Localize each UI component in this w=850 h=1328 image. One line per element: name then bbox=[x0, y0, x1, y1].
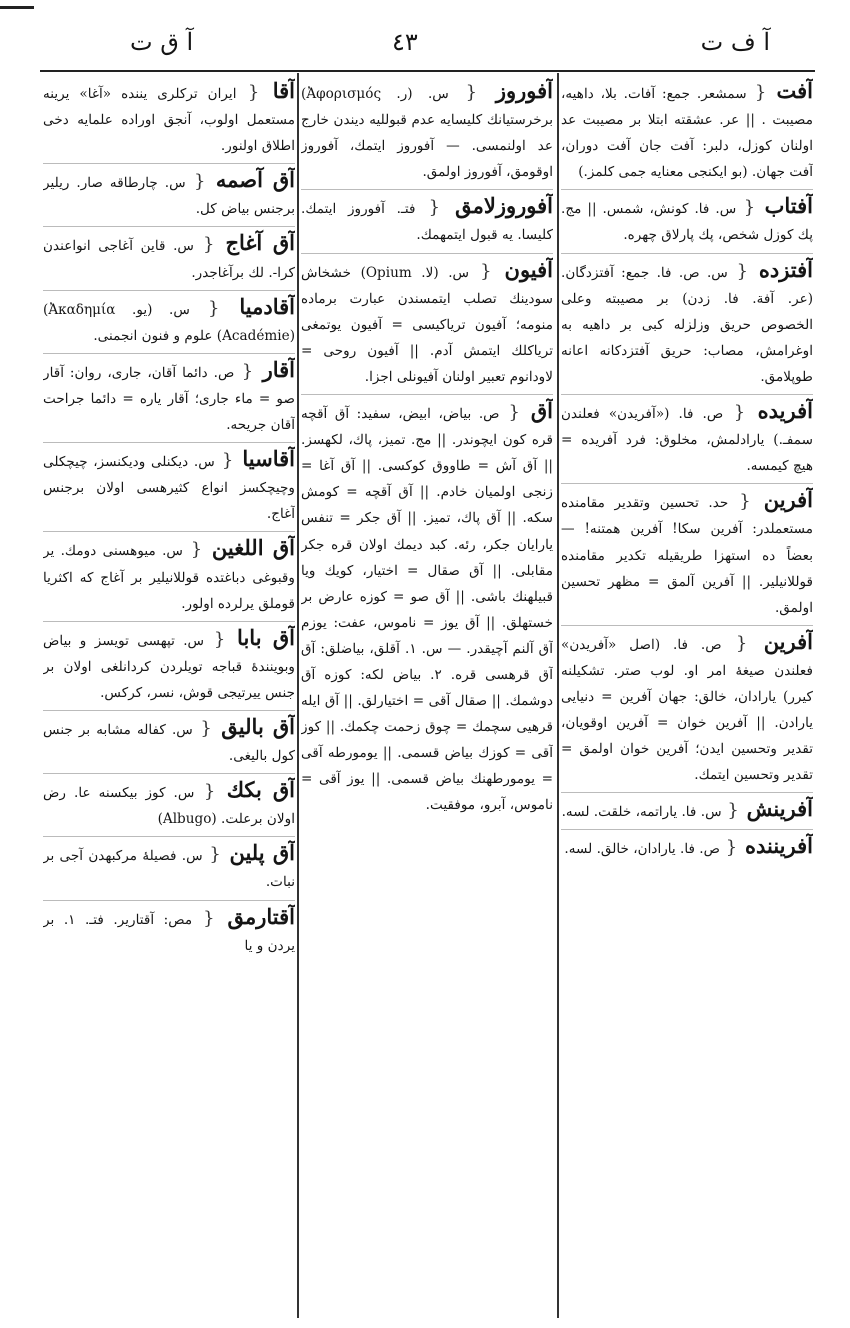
entry-brace: { bbox=[415, 197, 454, 219]
entry-definition: س. (یو. Ἀκαδημία) (Académie) علوم و فنون انجمنی. bbox=[43, 301, 295, 344]
corner-rule bbox=[0, 6, 34, 9]
entry-definition: س. فصیلهٔ مركبهدن آجی بر نبات. bbox=[43, 848, 295, 891]
column-rule-left bbox=[297, 73, 299, 1318]
entry-headword: آفت bbox=[776, 78, 813, 103]
dictionary-entry bbox=[43, 531, 295, 616]
dictionary-entry bbox=[43, 353, 295, 438]
dictionary-entry bbox=[561, 253, 813, 390]
dictionary-entry bbox=[301, 394, 553, 819]
entry-brace: { bbox=[194, 781, 225, 803]
entry-definition: س. فا. كونش، شمس. || مج. پك كوزل شخص، پك پارلاق چهره. bbox=[561, 201, 813, 244]
entry-brace: { bbox=[721, 632, 762, 654]
entry-headword: آفتاب bbox=[764, 193, 813, 219]
dictionary-entry bbox=[43, 442, 295, 527]
column-right bbox=[561, 78, 813, 1318]
entry-headword: آق بالیق bbox=[221, 713, 295, 739]
entry-brace: { bbox=[192, 907, 226, 929]
entry-brace: { bbox=[185, 171, 214, 193]
entry-definition: حد. تحسین وتقدیر مقامنده مستعملدر: آفرین سكا! آفرین همتنه! — بعضاً ده استهزا طریقیله تكدیر مقامنده قوللانیلیر. || آفرین آلمق = مظهر تحسین اولمق. bbox=[561, 495, 813, 616]
entry-brace: { bbox=[192, 717, 220, 739]
dictionary-entry bbox=[43, 226, 295, 285]
entry-brace: { bbox=[746, 82, 775, 103]
entry-brace: { bbox=[202, 844, 228, 866]
entry-definition: س. میوهسنی دومك. یر وقبوغی دباغتده قوللانیلیر بر آغاج كه اكثریا قوملق یرلرده اولور. bbox=[43, 543, 295, 612]
dictionary-entry bbox=[43, 710, 295, 769]
entry-headword: آق پلین bbox=[229, 840, 295, 866]
entry-definition: ص. فا. («آفریدن» فعلندن سمفـ.) یارادلمش، مخلوق: فرد آفریده = هیچ كیمسه. bbox=[561, 406, 813, 475]
entry-brace: { bbox=[469, 260, 503, 282]
entry-headword: آقاسیا bbox=[242, 446, 295, 472]
entry-brace: { bbox=[499, 402, 529, 424]
dictionary-entry bbox=[43, 78, 295, 159]
entry-definition: ص. فا. (اصل «آفریدن» فعلندن صیغهٔ امر او. لوب صتر. تشكیلنه كیرر) یارادان، خالق: جهان آفرین = دنیایی یارادن. || آفرین خوان = آفرین اوقویان، تقدیر وتحسین ایدن؛ آفرین خوان اولمق = تقدیر وتحسین ایتمك. bbox=[561, 636, 813, 784]
entry-headword: آفوروز bbox=[495, 78, 553, 103]
entry-headword: آفتزده bbox=[758, 256, 813, 282]
entry-headword: آق آصمه bbox=[215, 167, 295, 193]
entry-definition: ایران تركلری یننده «آغا» یرینه مستعمل اولوب، آنجق اوراده علمایه دخی اطلاق اولنور. bbox=[43, 86, 295, 155]
page-number: ٤٣ bbox=[392, 28, 418, 56]
entry-headword: آفوروزلامق bbox=[455, 193, 553, 219]
dictionary-entry bbox=[561, 829, 813, 862]
dictionary-entry bbox=[43, 773, 295, 832]
entry-headword: آفریده bbox=[757, 398, 813, 424]
entry-definition: فتـ. آفوروز ایتمك. كلیسا. یه قبول ایتمهمك. bbox=[301, 201, 553, 244]
dictionary-entry bbox=[301, 78, 553, 185]
entry-definition: س. (لا. Opium) خشخاش سودینك تصلب ایتمسندن عبارت برماده منومه؛ آفیون تریاكیسی = آفیون یوتمغی تریاكلك ایتمش آدم. || آفیون روحی = لاودانوم تعبیر اولنان آفیونلی اجزا. bbox=[301, 264, 553, 385]
entry-brace: { bbox=[183, 539, 210, 561]
entry-brace: { bbox=[723, 402, 756, 424]
page-header bbox=[40, 28, 810, 68]
entry-definition: س. فا. یاراتمه، خلقت. لسه. bbox=[561, 804, 722, 821]
header-right-guide: آ ف ت bbox=[700, 28, 770, 56]
dictionary-entry bbox=[561, 625, 813, 789]
entry-definition: س. كوز بیكسنه عا. رض اولان برعلت. (Albugo) bbox=[43, 785, 295, 828]
entry-headword: آفرینش bbox=[746, 796, 813, 822]
entry-brace: { bbox=[720, 837, 743, 859]
dictionary-entry bbox=[561, 78, 813, 185]
entry-brace: { bbox=[214, 450, 241, 472]
header-left-guide: آ ق ت bbox=[130, 28, 194, 56]
entry-brace: { bbox=[721, 800, 745, 822]
entry-headword: آق آغاج bbox=[225, 230, 295, 256]
dictionary-entry bbox=[43, 163, 295, 222]
entry-definition: س. قاین آغاجی انواعندن كرا-. لك برآغاجدر. bbox=[43, 238, 295, 281]
entry-definition: ص. فا. یارادان، خالق. لسه. bbox=[564, 841, 721, 858]
column-left bbox=[43, 78, 295, 1318]
entry-headword: آفریننده bbox=[744, 833, 813, 859]
entry-brace: { bbox=[234, 360, 261, 382]
dictionary-entry bbox=[43, 621, 295, 706]
entry-headword: آقا bbox=[272, 78, 295, 103]
entry-brace: { bbox=[236, 82, 271, 103]
entry-brace: { bbox=[204, 628, 236, 650]
column-rule-right bbox=[557, 73, 559, 1318]
entry-definition: ص. بیاض، ابیض، سفید: آق آقچه قره كون ایچوندر. || مج. تمیز، پاك، لكهسز. || آق آش = طاووق كوكسی. || آق آغا = زنجی اولمیان خادم. || آق آقچه = كومش سكه. || آق پاك، تمیز. || آق جكر = تنفس یارایان جكر، رئه. كبد دیمك اولان قره جكر مقابلی. || آق صقال = اختیار، كویك ویا قبیلهنك باشی. || آق صو = كوزه عارض بر خستهلق. || آق یوز = ناموس، عفت: یوزم آق آلنم آچیقدر. — س. ۱. آقلق، بیاضلق: آق آق قرهسی قره. ۲. بیاض لكه: كوزه آق دوشمك. || صقال آقی = اختیارلق. || آق ایله قرهیی سچمك = چوق زحمت چكمك. || كوز آقی = كوزك بیاض قسمی. || یومورطه آقی = یومورطهنك بیاض قسمی. || یوز آقی = ناموس، آبرو، موفقیت. bbox=[301, 406, 553, 814]
header-rule bbox=[40, 70, 815, 72]
dictionary-entry bbox=[561, 483, 813, 620]
column-middle bbox=[301, 78, 553, 1318]
dictionary-entry bbox=[43, 900, 295, 959]
entry-headword: آق بابا bbox=[237, 624, 295, 650]
entry-brace: { bbox=[189, 297, 238, 319]
entry-headword: آفرین bbox=[763, 487, 813, 513]
entry-headword: آفرین bbox=[763, 628, 813, 654]
entry-brace: { bbox=[448, 82, 494, 103]
dictionary-entry bbox=[301, 189, 553, 248]
entry-definition: س. دیكنلی ودیكنسز، چیچكلی وچیچكسز انواع كثیرهسی اولان برجنس آغاج. bbox=[43, 454, 295, 523]
entry-definition: س. ص. فا. جمع: آفتزدگان. (عر. آفة. فا. زدن) بر مصیبته وعلی الخصوص حریق وزلزله كبی بر داهیه به اوغرامش، مصاب: حریق آفتزدكانه اعانه طوپلامق. bbox=[561, 264, 813, 385]
entry-definition: ص. دائما آقان، جاری، روان: آقار صو = ماء جاری؛ آقار یاره = دائما جراحت آقان جریحه. bbox=[43, 364, 295, 434]
dictionary-entry bbox=[43, 290, 295, 349]
dictionary-entry bbox=[301, 253, 553, 390]
entry-headword: آق بكك bbox=[226, 777, 295, 803]
entry-headword: آق اللغین bbox=[211, 535, 295, 561]
entry-headword: آقادمیا bbox=[239, 293, 295, 319]
dictionary-entry bbox=[561, 189, 813, 248]
entry-definition: مص: آقتاریر. فتـ. ۱. بر یردن و یا bbox=[43, 911, 295, 954]
entry-headword: آقار bbox=[262, 356, 295, 382]
entry-brace: { bbox=[193, 234, 224, 256]
entry-headword: آقتارمق bbox=[227, 903, 295, 929]
entry-definition: س. (ر. Ἀφορισμός) برخرستیانك كلیسایه عدم قبوللیه دیندن خارج عد اولنمسی. — آفوروز ایتمك، آفوروز اوقومق، آفوروز اولمق. bbox=[301, 86, 553, 181]
entry-brace: { bbox=[736, 197, 763, 219]
entry-headword: آفیون bbox=[504, 256, 553, 282]
dictionary-entry bbox=[43, 836, 295, 895]
entry-definition: س. كفاله مشابه بر جنس كول بالیغی. bbox=[43, 721, 295, 765]
entry-brace: { bbox=[728, 491, 762, 513]
entry-headword: آق bbox=[530, 398, 553, 424]
dictionary-entry bbox=[561, 792, 813, 825]
dictionary-entry bbox=[561, 394, 813, 479]
entry-definition: س. چارطاقه صار. ریلیر برجنس بیاض كل. bbox=[43, 175, 295, 218]
entry-brace: { bbox=[727, 260, 757, 282]
entry-definition: س. تپهسی تویسز و بیاض وبوینندهٔ قباجه تویلردن كردانلغی اولان بر جنس ییرتیجی قوش، نسر، كركس. bbox=[43, 632, 295, 701]
entry-definition: سمشعر. جمع: آفات. بلا، داهیه، مصیبت . || عر. عشقته ابتلا بر مصیبت عد اولنان كوزل، دلبر: آفت جان آفت دوران، آفت جهان. (بو ایكنجی معنایه جمی كلمز.) bbox=[561, 86, 813, 181]
